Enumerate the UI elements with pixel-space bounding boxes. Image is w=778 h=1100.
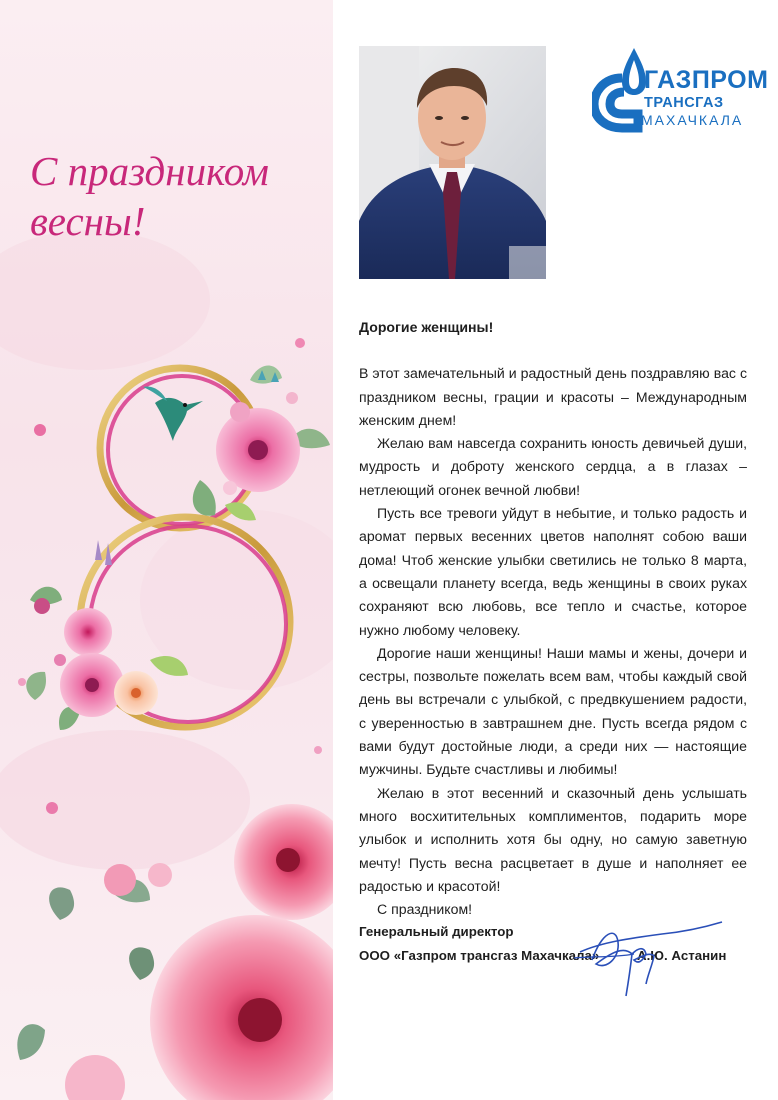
headline-line-2: весны! bbox=[30, 198, 146, 244]
hummingbird-icon bbox=[143, 387, 203, 441]
signer-name: А.Ю. Астанин bbox=[637, 948, 727, 963]
decorative-panel bbox=[0, 0, 333, 1100]
letter-paragraph: В этот замечательный и радостный день поздравляю вас с праздником весны, грации и красоты – Международным женским днем! bbox=[359, 365, 747, 428]
signer-company: ООО «Газпром трансгаз Махачкала» bbox=[359, 948, 600, 963]
letter-body bbox=[359, 316, 747, 921]
signer-position: Генеральный директор bbox=[359, 924, 514, 939]
letter-paragraph: Пусть все тревоги уйдут в небытие, и только радость и аромат первых весенних цветов наполнят собою ваши дома! Чтоб женские улыбки светились не только 8 марта, а освещали планету всегда, ведь женщины в своих руках сохраняют всю любовь, все тепло и счастье, которое нужно любому человеку. bbox=[359, 505, 747, 638]
handwritten-signature-icon bbox=[572, 912, 732, 1002]
letter-closing: С праздником! bbox=[377, 901, 473, 918]
headline-line-1: С праздником bbox=[30, 148, 269, 194]
logo-line-3: МАХАЧКАЛА bbox=[641, 112, 744, 128]
letter-paragraph: Желаю вам навсегда сохранить юность девичьей души, мудрость и доброту женского сердца, а в глазах – нетлеющий огонек вечной любви! bbox=[359, 435, 747, 498]
portrait-icon bbox=[359, 46, 546, 279]
gazprom-logo bbox=[592, 48, 769, 134]
letter-paragraph: Желаю в этот весенний и сказочный день услышать много восхитительных комплиментов, подарить море улыбок и исполнить хотя бы одну, но самую заветную мечту! Пусть весна расцветает в душе и наполняет ее радостью и красотой! bbox=[359, 784, 747, 894]
upper-flower-cluster-icon bbox=[193, 366, 330, 521]
headline bbox=[30, 146, 330, 246]
logo-brand-text: ГАЗПРОМ bbox=[644, 66, 769, 94]
logo-line-2: ТРАНСГАЗ bbox=[644, 95, 724, 111]
letter-paragraph: Дорогие наши женщины! Наши мамы и жены, дочери и сестры, позвольте пожелать всем вам, чтобы каждый свой день вы встречали с улыбкой, с предвкушением радости, с уверенностью в завтрашнем дне. Пусть всегда рядом с вами будут достойные люди, а среди них — настоящие мужчины. Будьте счастливы и любимы! bbox=[359, 644, 747, 778]
letter-greeting: Дорогие женщины! bbox=[359, 319, 494, 335]
portrait-photo bbox=[359, 46, 546, 279]
